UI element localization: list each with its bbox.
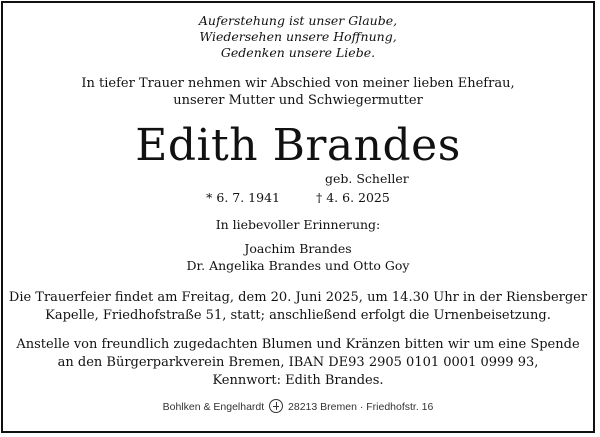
memory-line: In liebevoller Erinnerung: — [215, 217, 381, 232]
donation-line: Anstelle von freundlich zugedachten Blumen und Kränzen bitten wir um eine Spende — [16, 337, 580, 352]
intro-line: In tiefer Trauer nehmen wir Abschied von meiner lieben Ehefrau, — [81, 76, 515, 91]
mourners-list — [3, 240, 593, 274]
ceremony-line: Die Trauerfeier findet am Freitag, dem 20. Juni 2025, um 14.30 Uhr in der Riensberger — [8, 290, 588, 305]
birth-date: * 6. 7. 1941 — [206, 190, 280, 205]
funeral-home-footer — [3, 399, 593, 415]
motto-line: Wiedersehen unsere Hoffnung, — [199, 29, 397, 44]
donation-line: Kennwort: Edith Brandes. — [212, 373, 384, 388]
donation-text — [3, 336, 593, 390]
ceremony-text — [3, 289, 593, 325]
cross-circle-logo-icon — [269, 399, 283, 413]
mourner-name: Joachim Brandes — [244, 241, 352, 256]
donation-line: an den Bürgerparkverein Bremen, IBAN DE93 2905 0101 0001 0999 93, — [57, 355, 539, 370]
maiden-name: geb. Scheller — [325, 171, 409, 186]
funeral-home-name: Bohlken & Engelhardt — [162, 401, 265, 413]
obituary-frame — [1, 1, 595, 433]
intro-text — [3, 75, 593, 109]
motto-line: Auferstehung ist unser Glaube, — [198, 13, 398, 28]
mourner-name: Dr. Angelika Brandes und Otto Goy — [186, 258, 410, 273]
life-dates — [3, 190, 593, 206]
motto — [3, 13, 593, 61]
intro-line: unserer Mutter und Schwiegermutter — [173, 93, 423, 108]
deceased-name: Edith Brandes — [135, 120, 461, 171]
death-date: † 4. 6. 2025 — [316, 190, 390, 205]
motto-line: Gedenken unsere Liebe. — [220, 45, 376, 60]
ceremony-line: Kapelle, Friedhofstraße 51, statt; anschließend erfolgt die Urnenbeisetzung. — [45, 308, 551, 323]
funeral-home-address: 28213 Bremen · Friedhofstr. 16 — [288, 401, 434, 413]
